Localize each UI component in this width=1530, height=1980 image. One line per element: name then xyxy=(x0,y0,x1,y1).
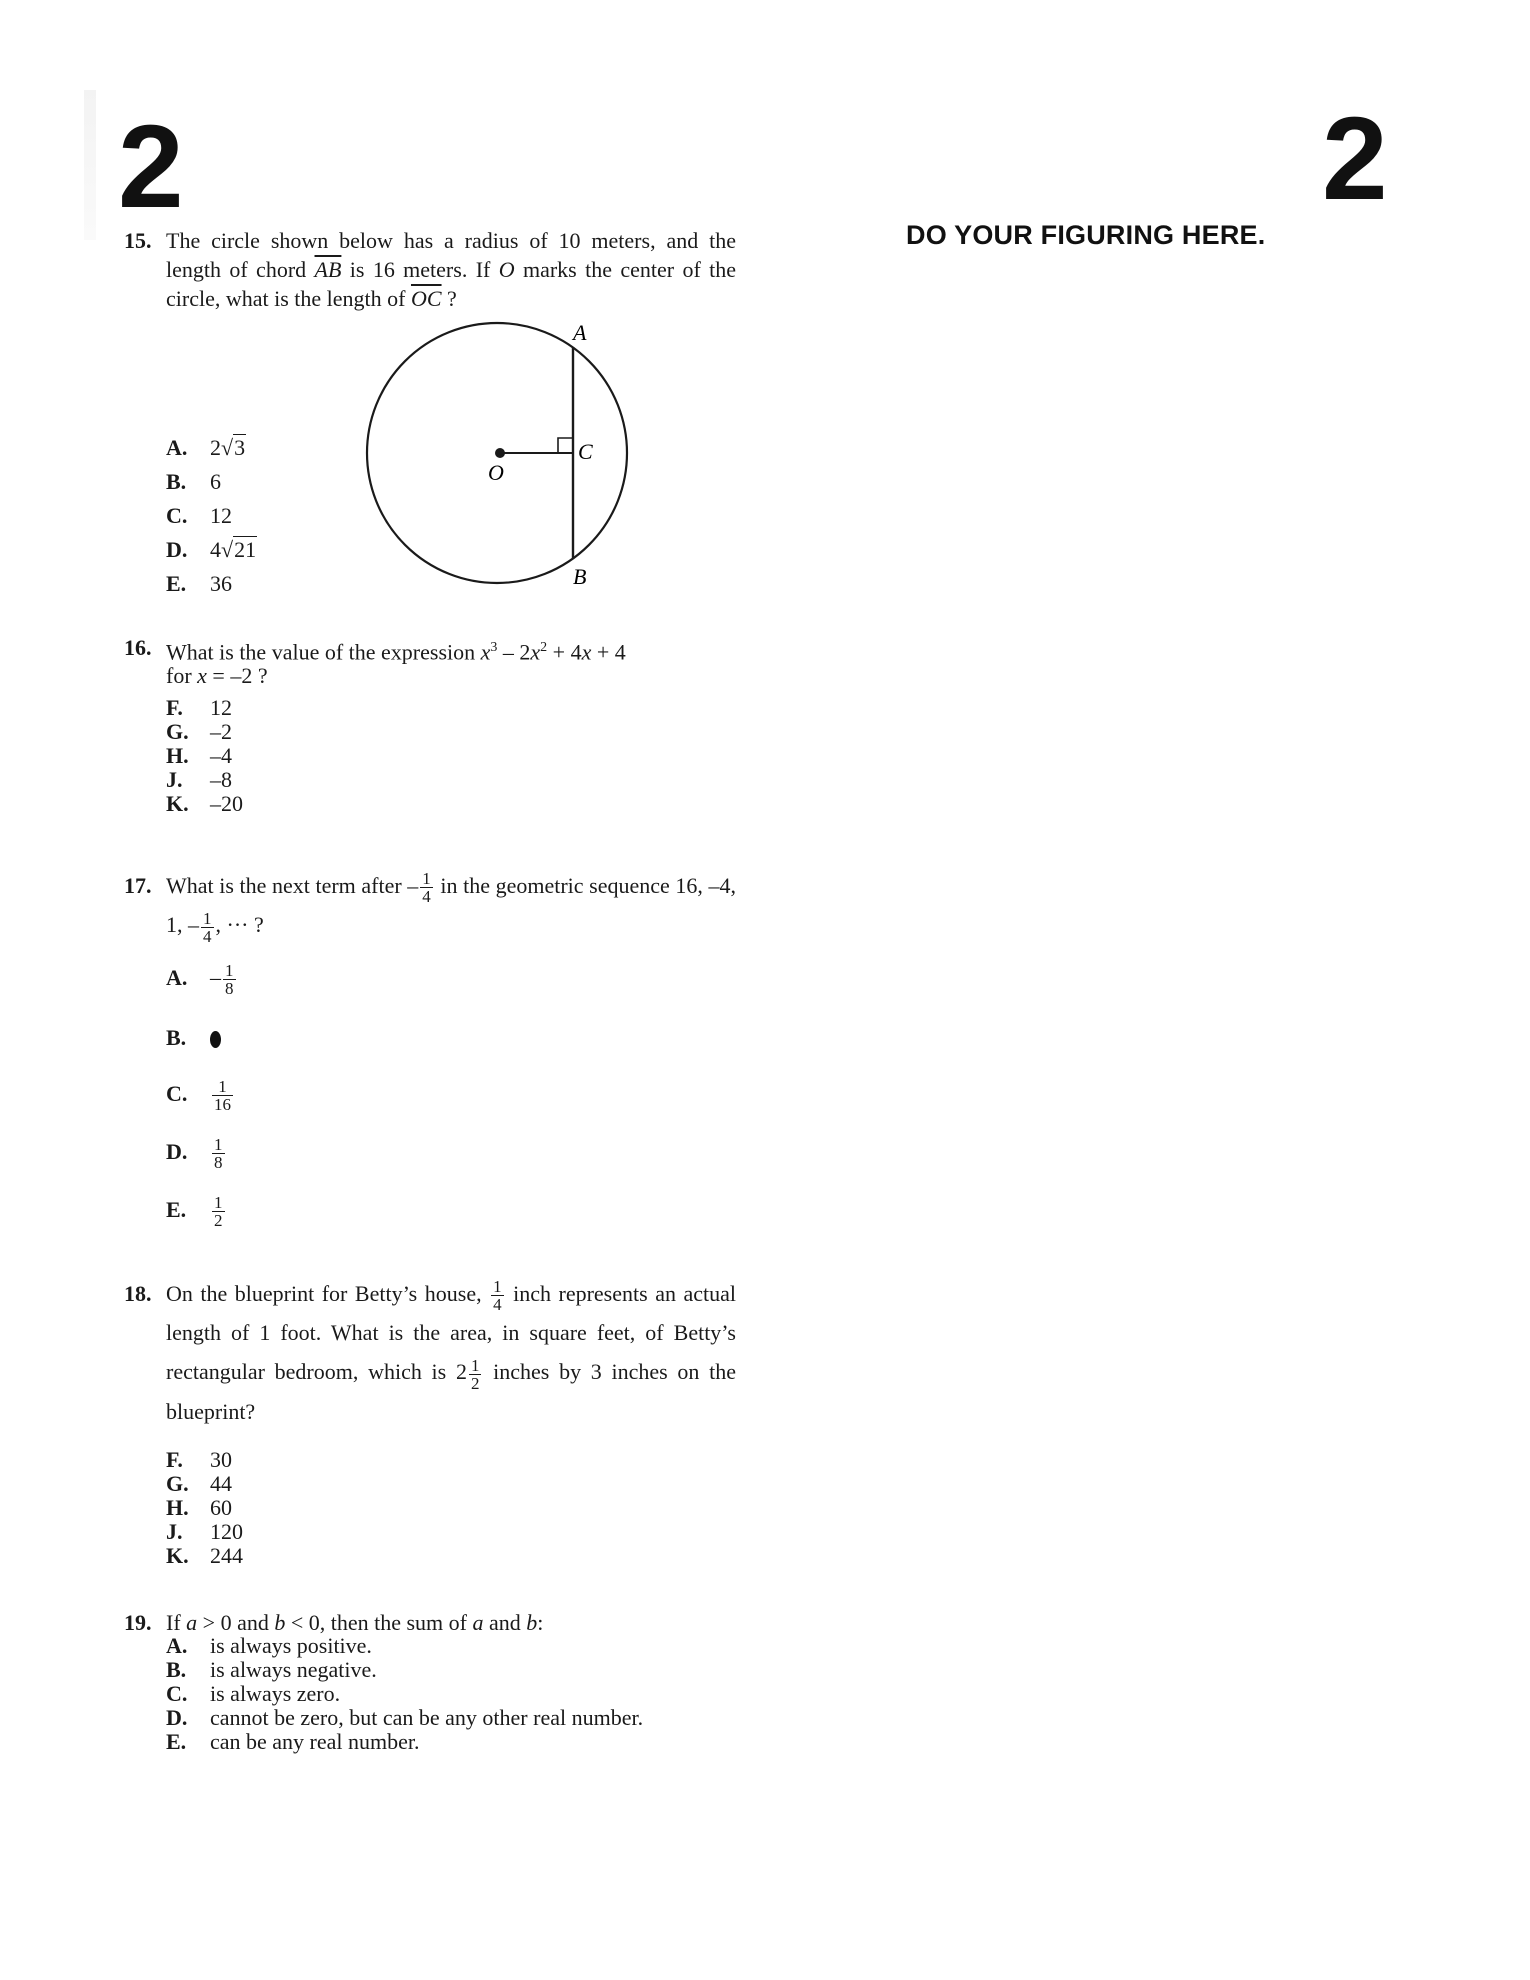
choice-b[interactable]: B. is always negative. xyxy=(166,1657,377,1682)
question-number: 19. xyxy=(124,1610,152,1635)
choice-c[interactable]: C. 12 xyxy=(166,503,232,528)
figuring-heading: DO YOUR FIGURING HERE. xyxy=(906,220,1266,250)
choice-f[interactable]: F. 12 xyxy=(166,695,232,720)
choice-d[interactable]: D. cannot be zero, but can be any other real number. xyxy=(166,1705,644,1730)
question-stem: What is the value of the expression $x^3 - 2x^2 + 4x + 4$ for x = –2 ? xyxy=(166,639,626,689)
choice-f[interactable]: F. 30 xyxy=(166,1447,232,1472)
section-number-right: 2 xyxy=(1322,93,1388,225)
choice-j[interactable]: J. –8 xyxy=(166,767,232,792)
scan-shadow xyxy=(84,90,96,240)
circle-figure xyxy=(360,318,660,598)
question-stem: If a > 0 and b < 0, then the sum of a and b: xyxy=(166,1610,544,1635)
choice-d[interactable]: D. 4√21 xyxy=(166,537,257,562)
question-number: 17. xyxy=(124,873,152,898)
choice-a[interactable]: A. 2√3 xyxy=(166,435,246,460)
choice-b[interactable]: B. 6 xyxy=(166,469,221,494)
label-c: C xyxy=(578,439,593,464)
choice-h[interactable]: H. 60 xyxy=(166,1495,232,1520)
question-stem: What is the next term after – $\frac{1}{4}$ in the geometric sequence 16, –4, 1, – $\frac{1}{4}$ , ··· ? xyxy=(166,869,736,946)
question-number: 16. xyxy=(124,635,152,660)
choice-b[interactable]: B. xyxy=(166,1026,221,1050)
ink-blot xyxy=(210,1031,221,1048)
choice-g[interactable]: G. –2 xyxy=(166,719,232,744)
choice-a[interactable]: A. – $\frac{1}{8}$ xyxy=(166,961,234,998)
choice-e[interactable]: E. 36 xyxy=(166,571,232,596)
label-a: A xyxy=(573,320,587,345)
choice-a[interactable]: A. is always positive. xyxy=(166,1633,372,1658)
choice-h[interactable]: H. –4 xyxy=(166,743,232,768)
choice-g[interactable]: G. 44 xyxy=(166,1471,232,1496)
choice-e[interactable]: E. can be any real number. xyxy=(166,1729,420,1754)
right-angle-mark xyxy=(558,438,573,453)
center-point xyxy=(495,448,505,458)
question-stem: The circle shown below has a radius of 10 meters, and the length of chord $\overline{AB}$ is 16 meters. If O marks the center of the circle, what is the length of $\overline{OC}$ ? xyxy=(166,228,737,311)
choice-d[interactable]: D. $\frac{1}{8}$ xyxy=(166,1135,223,1172)
choice-j[interactable]: J. 120 xyxy=(166,1519,243,1544)
choice-e[interactable]: E. $\frac{1}{2}$ xyxy=(166,1193,223,1230)
question-number: 18. xyxy=(124,1281,152,1306)
choice-k[interactable]: K. –20 xyxy=(166,791,243,816)
question-stem: On the blueprint for Betty’s house, $\frac{1}{4}$ inch represents an actual length of 1 foot. What is the area, in square feet, of Betty’s rectangular bedroom, which is 2 $\frac{1}{2}$ inches by 3 inches on the blueprint? xyxy=(166,1277,736,1424)
label-b: B xyxy=(573,564,587,589)
choice-c[interactable]: C. $\frac{1}{16}$ xyxy=(166,1077,231,1114)
choice-c[interactable]: C. is always zero. xyxy=(166,1681,341,1706)
question-number: 15. xyxy=(124,228,152,253)
label-o: O xyxy=(488,460,504,485)
choice-k[interactable]: K. 244 xyxy=(166,1543,243,1568)
section-number-left: 2 xyxy=(118,101,184,233)
